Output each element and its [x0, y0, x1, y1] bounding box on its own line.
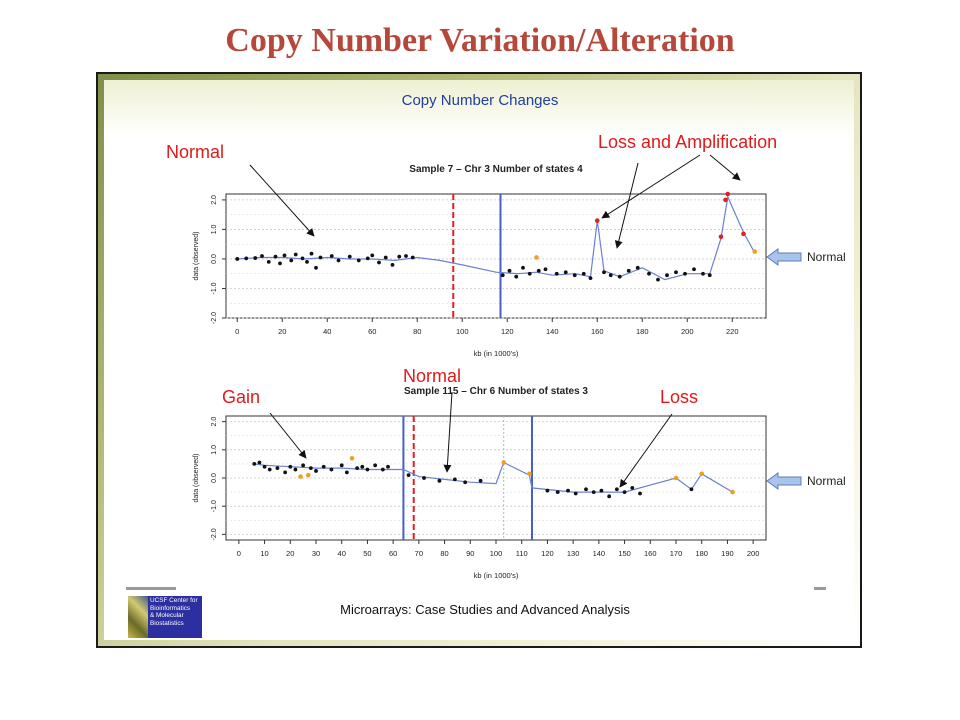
logo-line-2: Bioinformatics	[150, 604, 191, 612]
ytick-label-0-4: 2.0	[211, 195, 218, 205]
arrow-normal-top	[250, 165, 314, 236]
y-axis-label-1: data (observed)	[193, 453, 200, 503]
logo-line-1: UCSF Center for	[150, 597, 198, 604]
xtick-label-1-11: 110	[515, 549, 528, 558]
ytick-label-1-3: 1.0	[211, 444, 218, 455]
panel-heading: Copy Number Changes	[401, 92, 559, 109]
xtick-label-1-6: 60	[388, 549, 398, 558]
arrow-loss-amp-3	[710, 155, 740, 180]
xtick-label-0-9: 180	[635, 327, 649, 336]
xtick-label-1-0: 0	[236, 549, 241, 558]
xtick-label-0-11: 220	[725, 327, 739, 336]
xtick-label-0-4: 80	[413, 327, 422, 336]
side-label-normal-top: Normal	[807, 250, 846, 264]
xtick-label-1-19: 190	[721, 549, 734, 558]
arrow-loss-amp-1	[602, 155, 700, 218]
ytick-label-1-4: 2.0	[211, 416, 218, 427]
ytick-label-1-1: -1.0	[211, 500, 218, 513]
normal-pointer-bottom	[767, 473, 801, 489]
ytick-label-1-2: 0.0	[211, 473, 218, 483]
ytick-label-0-0: -2.0	[211, 311, 218, 325]
arrow-gain	[270, 413, 306, 458]
normal-pointer-top	[767, 249, 801, 265]
x-axis-label-1: kb (in 1000's)	[473, 571, 519, 580]
arrow-normal-bottom	[447, 392, 452, 472]
xtick-label-0-3: 60	[368, 327, 377, 336]
xtick-label-1-9: 90	[466, 549, 475, 558]
ytick-label-0-2: 0.0	[211, 254, 218, 264]
xtick-label-1-15: 150	[618, 549, 631, 558]
logo-line-3: & Molecular	[150, 612, 184, 620]
xtick-label-1-20: 200	[746, 549, 760, 558]
xtick-label-1-1: 10	[260, 549, 269, 558]
chart-title-0: Sample 7 – Chr 3 Number of states 4	[409, 164, 583, 175]
divider-left	[126, 587, 176, 590]
callout-gain: Gain	[222, 387, 261, 407]
side-label-normal-bottom: Normal	[807, 474, 846, 488]
xtick-label-0-10: 200	[680, 327, 694, 336]
callout-loss-and-amplification: Loss and Amplification	[598, 132, 778, 152]
xtick-label-1-3: 30	[311, 549, 321, 558]
chart-title-1: Sample 115 – Chr 6 Number of states 3	[404, 386, 588, 397]
xtick-label-1-18: 180	[695, 549, 708, 558]
xtick-label-1-17: 170	[669, 549, 683, 558]
x-axis-label-0: kb (in 1000's)	[473, 349, 519, 358]
xtick-label-0-6: 120	[500, 327, 514, 336]
logo-line-4: Biostatistics	[150, 619, 184, 627]
y-axis-label-0: data (observed)	[193, 231, 200, 281]
xtick-label-1-13: 130	[566, 549, 580, 558]
xtick-label-0-7: 140	[545, 327, 559, 336]
callout-normal-top: Normal	[166, 142, 225, 162]
xtick-label-0-0: 0	[235, 327, 240, 336]
logo-text-box	[148, 596, 202, 638]
ytick-label-0-3: 1.0	[211, 224, 218, 235]
xtick-label-1-10: 100	[489, 549, 503, 558]
xtick-label-1-4: 40	[337, 549, 346, 558]
xtick-label-1-7: 70	[414, 549, 424, 558]
xtick-label-0-8: 160	[590, 327, 604, 336]
footer-caption: Microarrays: Case Studies and Advanced Analysis	[340, 602, 630, 617]
xtick-label-0-5: 100	[455, 327, 469, 336]
ytick-label-0-1: -1.0	[211, 282, 218, 295]
divider-right	[814, 587, 826, 590]
xtick-label-0-1: 20	[278, 327, 287, 336]
callout-loss: Loss	[660, 387, 699, 407]
logo-image	[128, 596, 148, 638]
xtick-label-0-2: 40	[323, 327, 332, 336]
arrow-loss-amp-2	[617, 163, 638, 248]
slide-title: Copy Number Variation/Alteration	[225, 22, 735, 59]
xtick-label-1-2: 20	[286, 549, 295, 558]
xtick-label-1-8: 80	[440, 549, 449, 558]
xtick-label-1-5: 50	[363, 549, 372, 558]
xtick-label-1-12: 120	[541, 549, 554, 558]
ytick-label-1-0: -2.0	[211, 528, 218, 541]
callout-normal-bottom: Normal	[403, 366, 462, 386]
xtick-label-1-14: 140	[592, 549, 606, 558]
arrow-loss	[620, 414, 672, 487]
xtick-label-1-16: 160	[644, 549, 657, 558]
ucsf-logo	[128, 596, 202, 638]
